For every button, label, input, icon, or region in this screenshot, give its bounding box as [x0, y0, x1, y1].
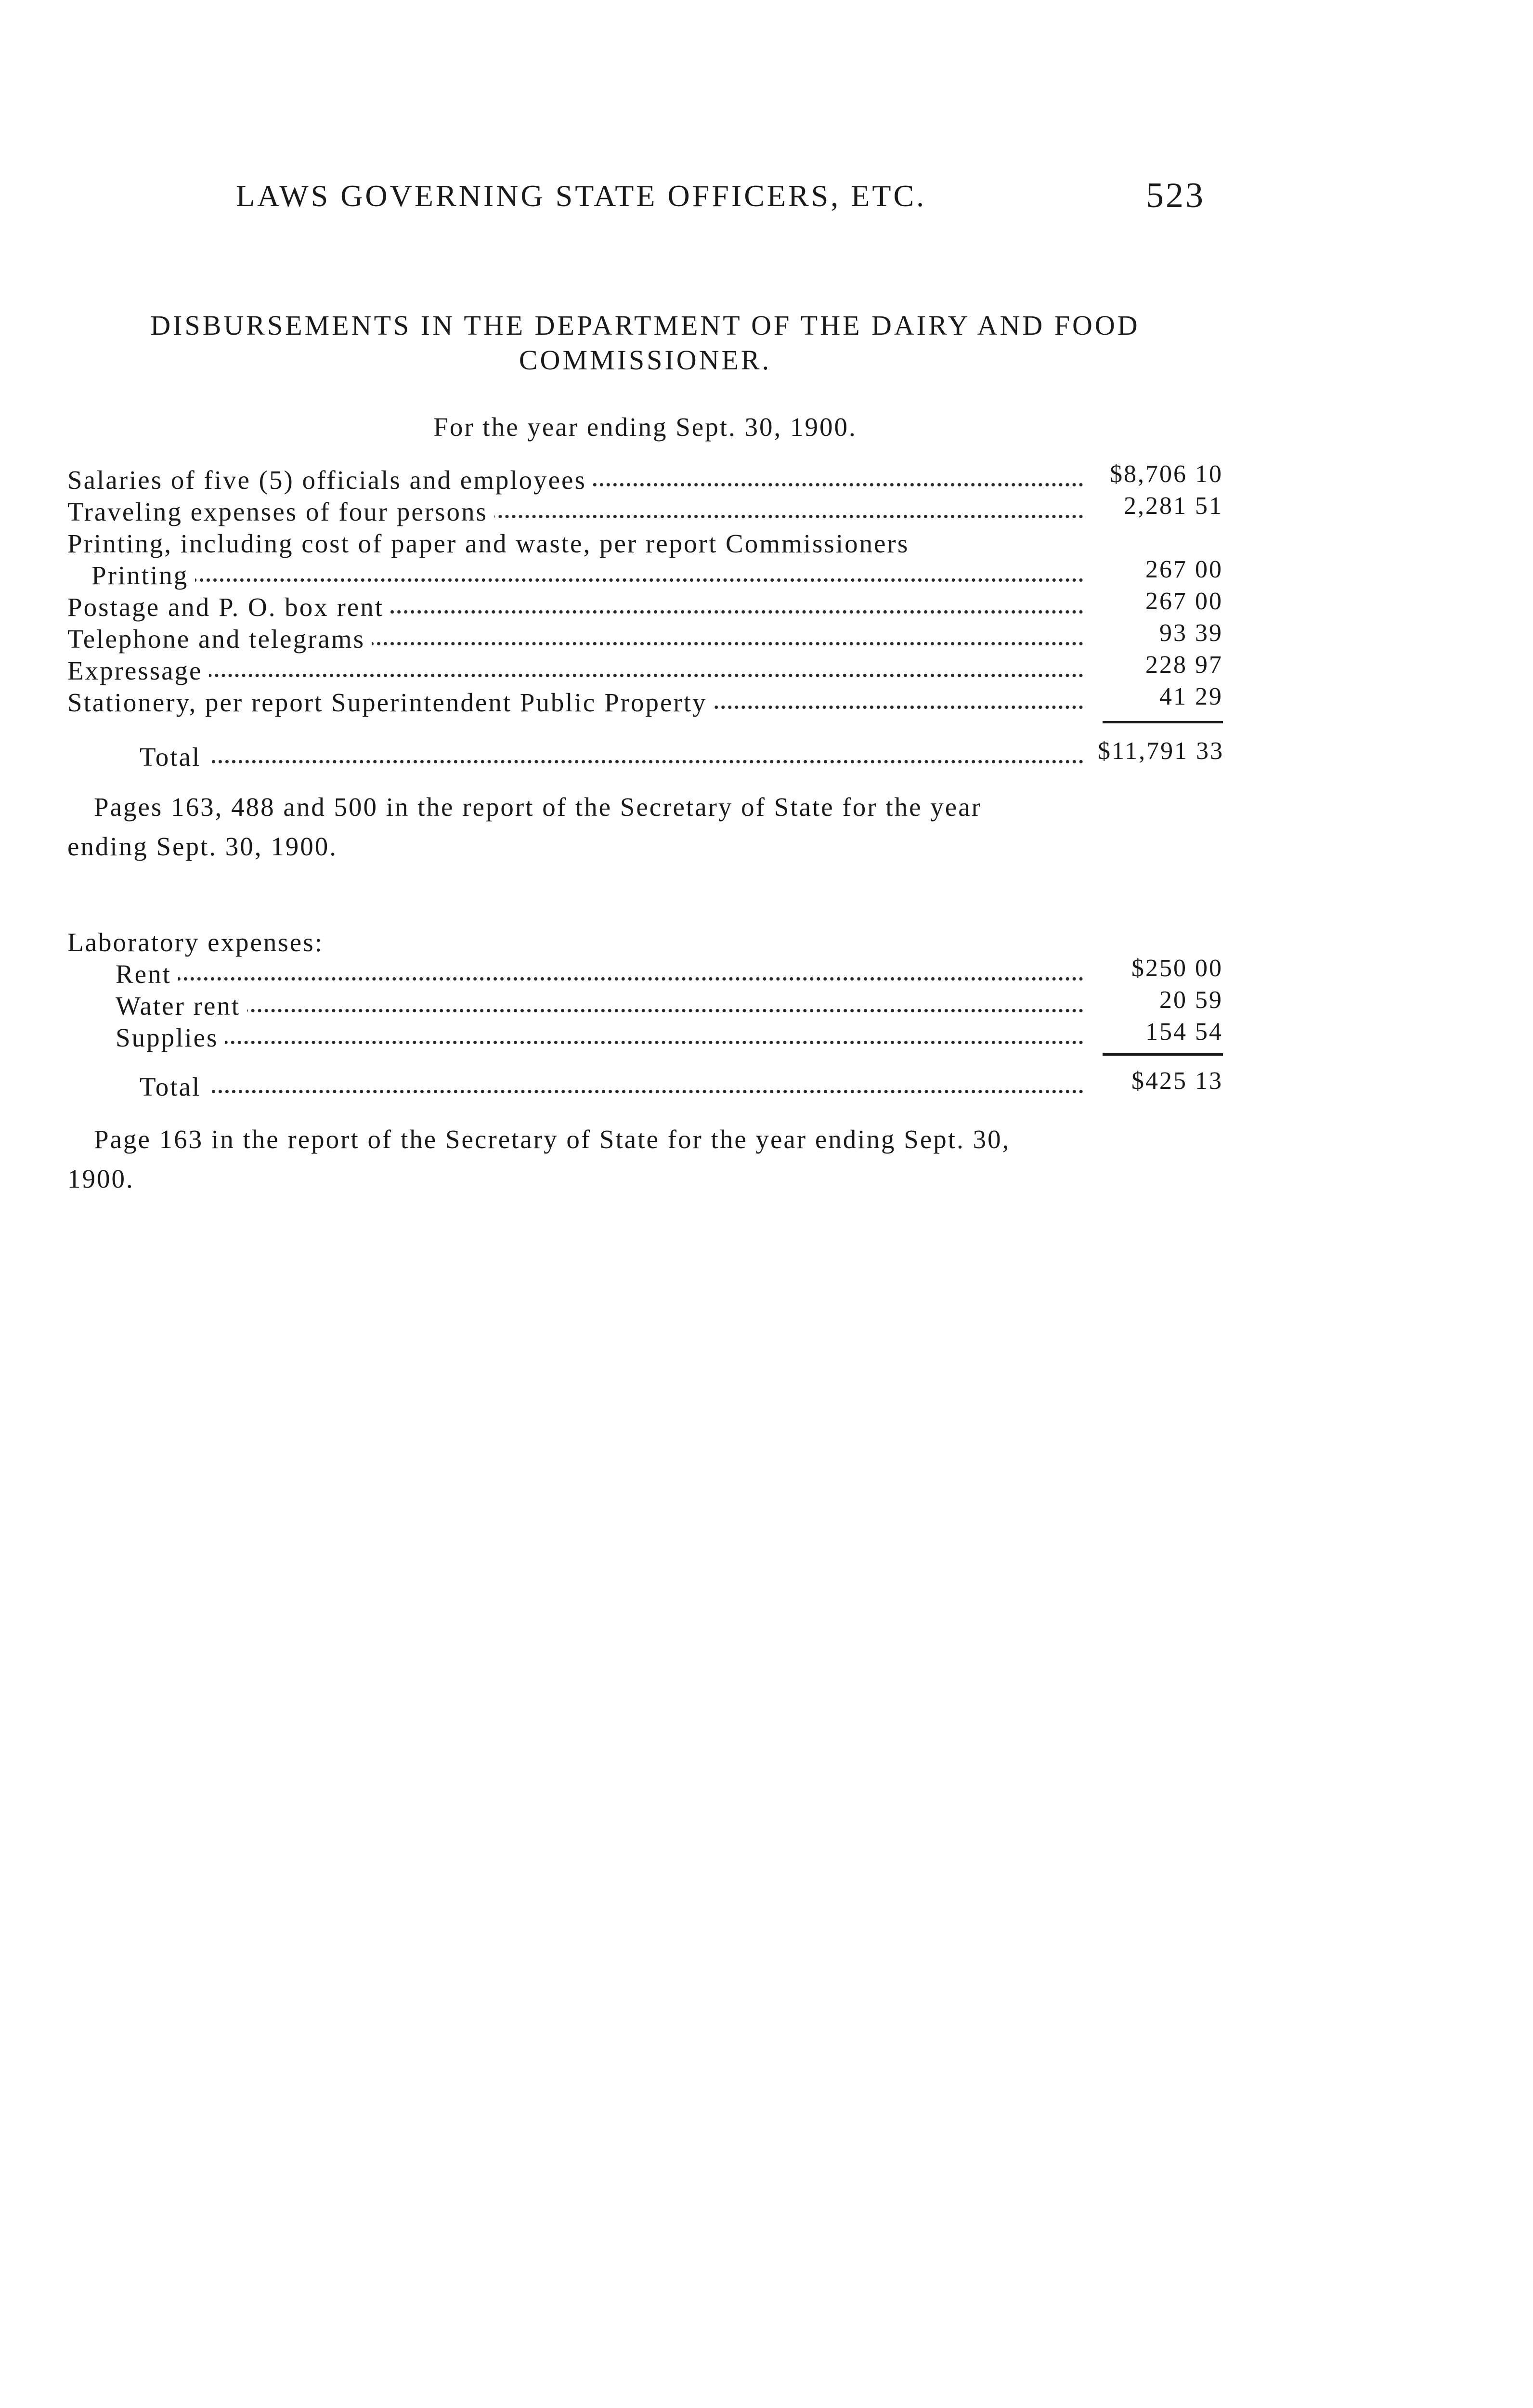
leader-dots [130, 1009, 1083, 1012]
item-amount: 41 29 [1159, 683, 1223, 710]
total-rule [1103, 1053, 1223, 1056]
item-label: Traveling expenses of four persons [67, 497, 494, 527]
lab-row-rent [67, 955, 1223, 991]
running-head: LAWS GOVERNING STATE OFFICERS, ETC. [236, 179, 927, 213]
title-line-2: COMMISSIONER. [519, 344, 772, 376]
source-note-2 [67, 1120, 1223, 1199]
page-header [67, 178, 1223, 222]
item-amount: 267 00 [1145, 556, 1223, 583]
ledger-row-postage [67, 588, 1223, 624]
total-rule [1103, 721, 1223, 723]
item-amount: 267 00 [1145, 588, 1223, 615]
lab-row-water-rent [67, 986, 1223, 1022]
ledger-row-stationery [67, 683, 1223, 719]
ledger-row-telephone [67, 619, 1223, 655]
total-amount: $425 13 [1131, 1067, 1223, 1095]
disbursements-table [67, 460, 1224, 783]
section-subtitle: For the year ending Sept. 30, 1900. [433, 412, 857, 442]
total-amount: $11,791 33 [1098, 737, 1224, 765]
item-amount: 154 54 [1145, 1018, 1223, 1046]
ledger-row-printing [67, 556, 1223, 592]
item-label: Rent [116, 959, 178, 989]
item-amount: $8,706 10 [1110, 460, 1223, 488]
leader-dots [130, 977, 1083, 981]
leader-dots [212, 760, 1083, 763]
laboratory-table [67, 927, 1223, 1100]
item-amount: $250 00 [1131, 955, 1223, 982]
ledger-row-total [67, 737, 1224, 773]
total-label: Total [140, 742, 208, 772]
leader-dots [130, 1041, 1083, 1044]
item-label: Telephone and telegrams [67, 624, 372, 654]
title-line-1: DISBURSEMENTS IN THE DEPARTMENT OF THE DAIRY AND FOOD [150, 310, 1140, 341]
item-label-continued: Printing [91, 560, 195, 590]
note-line-1: Page 163 in the report of the Secretary of State for the year ending Sept. 30, [94, 1125, 1011, 1154]
leader-dots [106, 578, 1083, 582]
item-amount: 228 97 [1145, 651, 1223, 679]
section-title [67, 308, 1223, 378]
item-label: Postage and P. O. box rent [67, 592, 390, 622]
lab-row-total [67, 1067, 1223, 1103]
item-label: Printing, including cost of paper and waste, per report Commissioners [67, 529, 909, 558]
ledger-row-salaries [67, 460, 1223, 497]
leader-dots [87, 674, 1083, 677]
total-label: Total [140, 1072, 208, 1102]
page-number: 523 [1146, 176, 1205, 215]
leader-dots [212, 1090, 1083, 1093]
source-note-1 [67, 787, 1223, 866]
ledger-row-traveling [67, 492, 1223, 528]
item-amount: 93 39 [1159, 619, 1223, 647]
item-label: Water rent [116, 991, 247, 1021]
laboratory-heading: Laboratory expenses: [67, 928, 324, 957]
item-label: Supplies [116, 1022, 225, 1053]
ledger-row-expressage [67, 651, 1223, 687]
item-label: Expressage [67, 655, 209, 686]
note-line-2: ending Sept. 30, 1900. [67, 832, 338, 861]
item-amount: 20 59 [1159, 986, 1223, 1014]
item-label: Salaries of five (5) officials and employees [67, 465, 593, 495]
lab-row-supplies [67, 1018, 1223, 1054]
note-line-1: Pages 163, 488 and 500 in the report of the Secretary of State for the year [94, 792, 982, 822]
note-line-2: 1900. [67, 1164, 134, 1193]
item-label: Stationery, per report Superintendent Public Property [67, 687, 714, 718]
item-amount: 2,281 51 [1124, 492, 1223, 520]
